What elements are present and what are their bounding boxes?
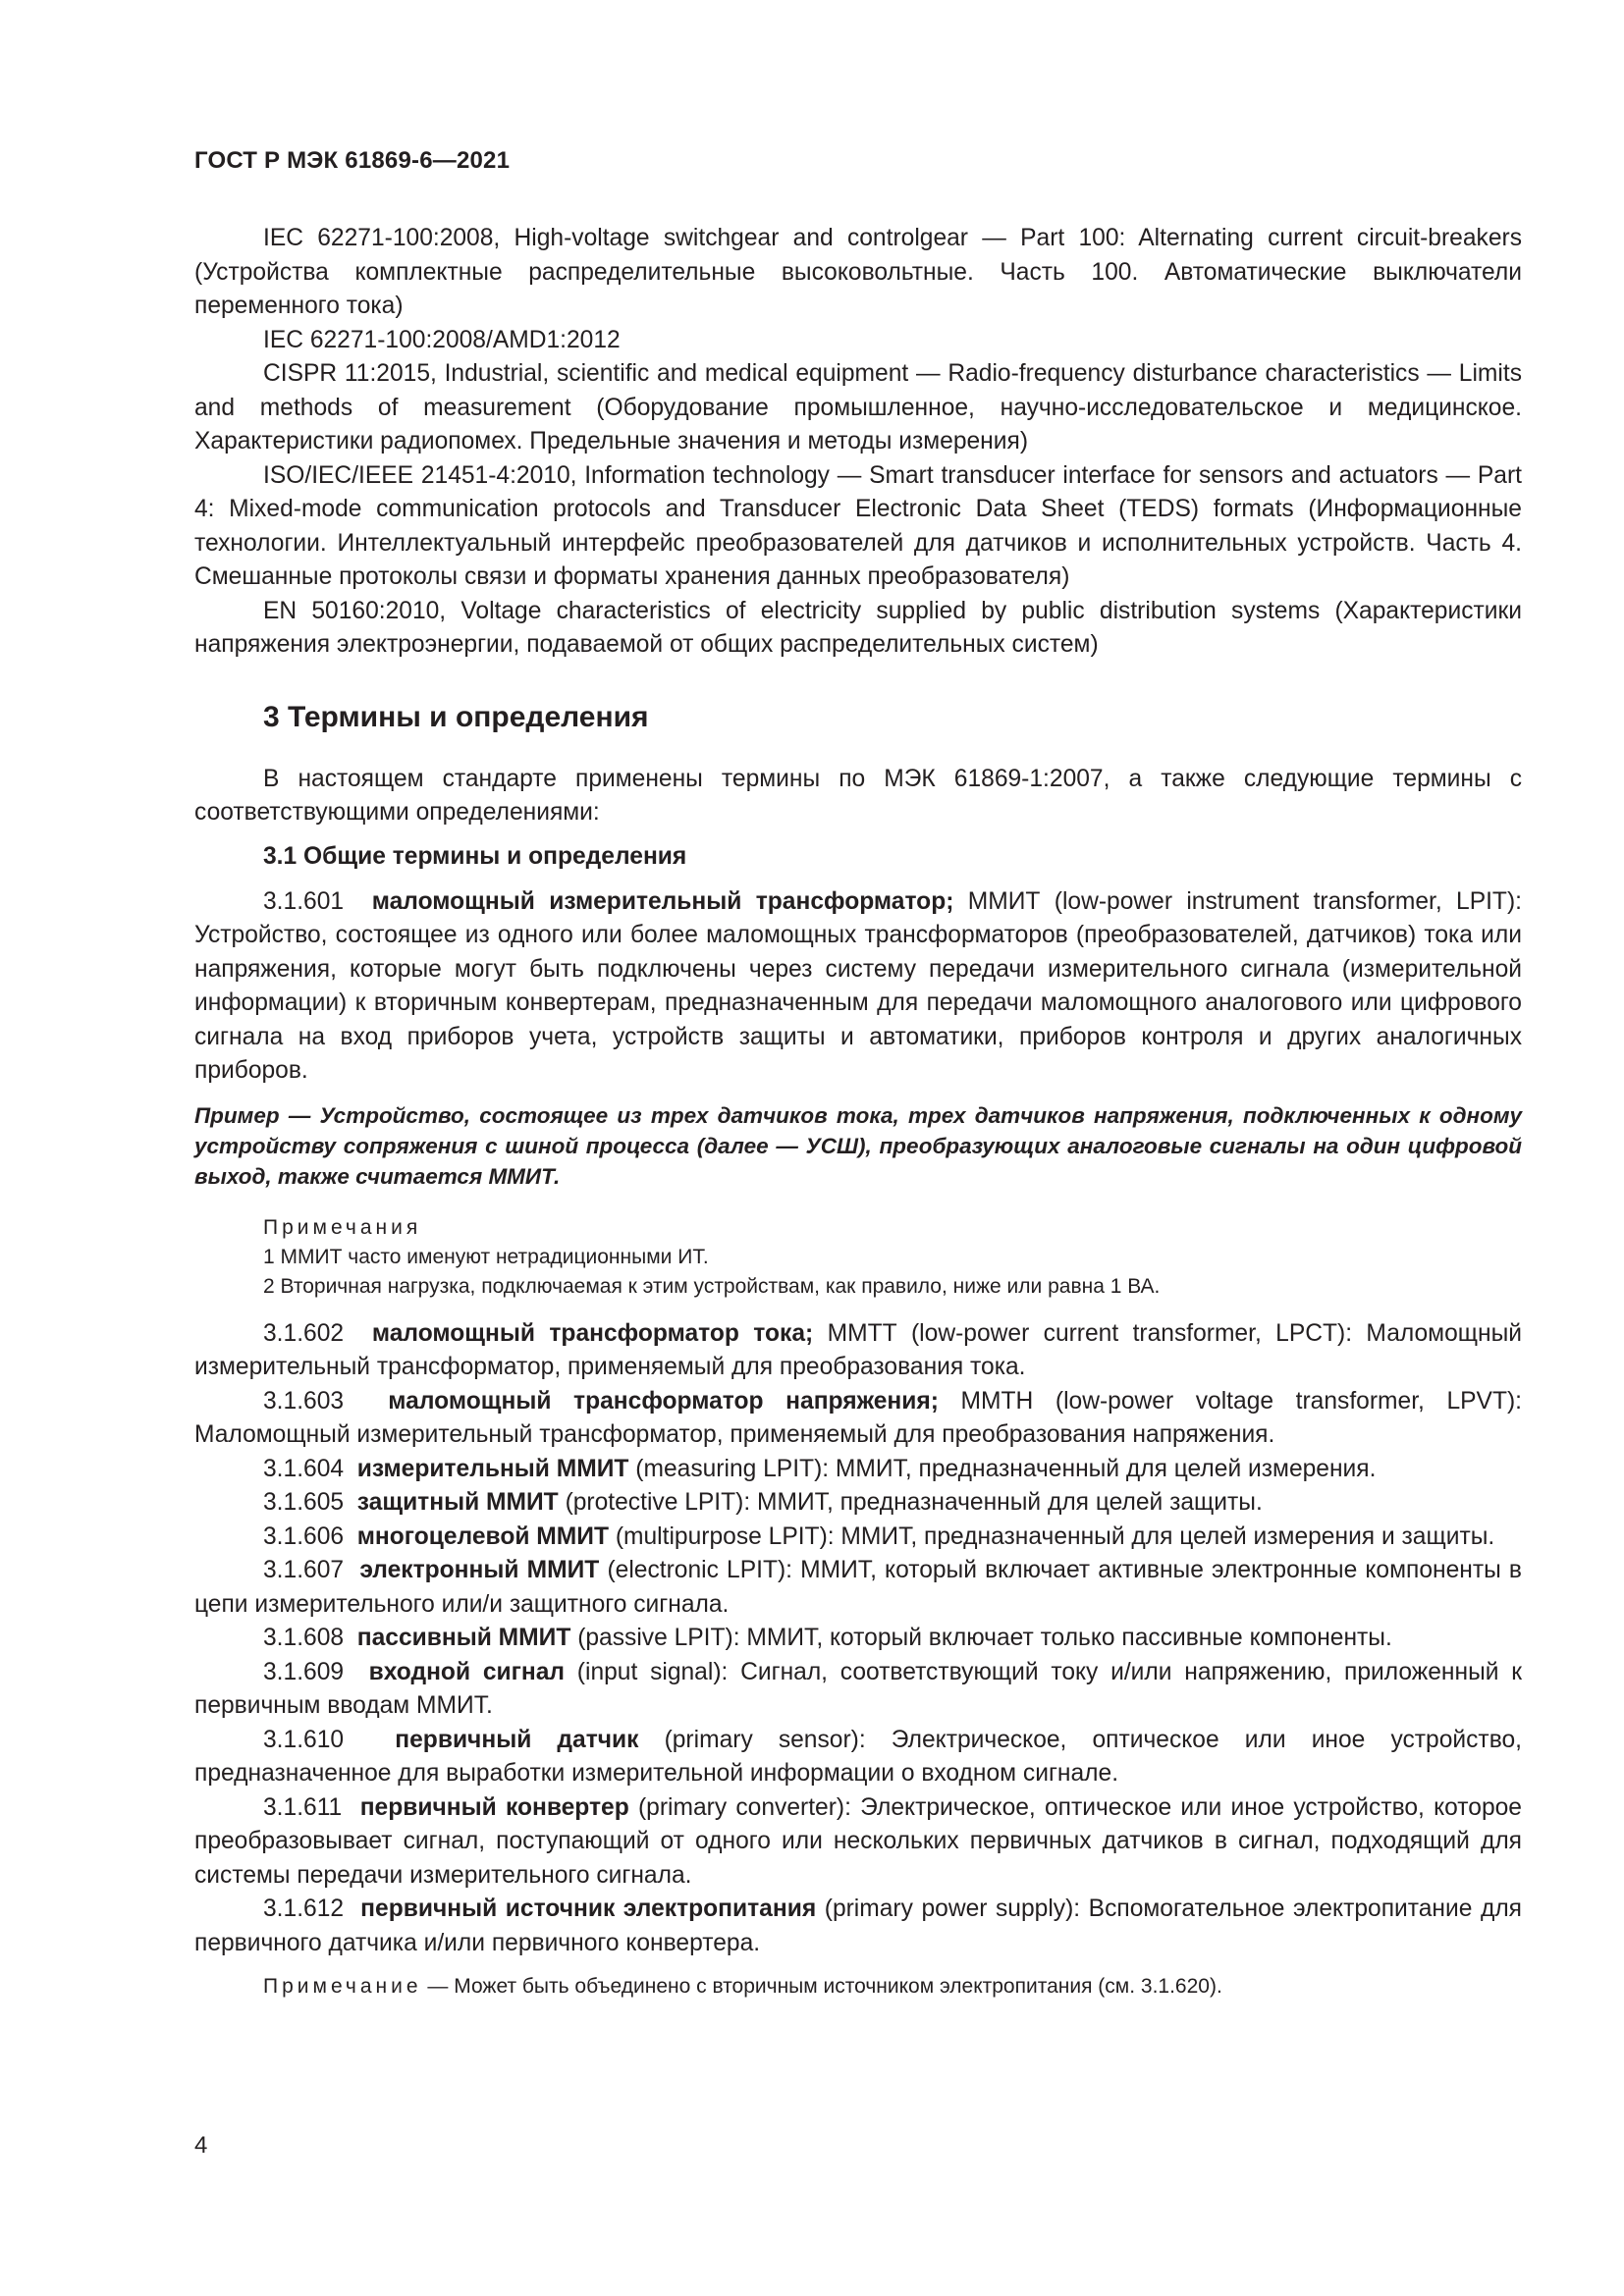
- term-definition: [194, 1453, 1522, 1487]
- note-item: 2 Вторичная нагрузка, подключаемая к этим устройствам, как правило, ниже или равна 1 ВА.: [263, 1274, 1161, 1298]
- term-number: 3.1.605: [263, 1489, 345, 1516]
- term-text: ММТН (low-power voltage transformer, LPVT): Маломощный измерительный трансформатор, применяемый для преобразования напряжения.: [194, 1387, 1522, 1448]
- example-text: Пример — Устройство, состоящее из трех датчиков тока, трех датчиков напряжения, подключенных к одному устройству сопряжения с шиной процесса (далее — УСШ), преобразующих аналоговые сигналы на один цифровой выход, также считается ММИТ.: [194, 1102, 1522, 1189]
- term-number: 3.1.606: [263, 1522, 345, 1550]
- reference-en-50160: EN 50160:2010, Voltage characteristics of electricity supplied by public distribution systems (Характеристики напряжения электроэнергии, подаваемой от общих распределительных систем): [194, 597, 1522, 658]
- term-definition: [194, 1486, 1522, 1521]
- term-name: первичный конвертер: [359, 1793, 629, 1821]
- term-number: 3.1.603: [263, 1387, 345, 1415]
- subsection-heading: 3.1 Общие термины и определения: [263, 842, 687, 870]
- term-name: электронный ММИТ: [359, 1557, 600, 1583]
- final-note: [194, 1972, 1522, 2002]
- term-name: измерительный ММИТ: [356, 1455, 629, 1482]
- term-number: 3.1.610: [263, 1726, 345, 1753]
- term-definition: [194, 1385, 1522, 1453]
- terms-list: [194, 1317, 1522, 1961]
- term-text: (primary converter): Электрическое, оптическое или иное устройство, которое преобразовывает сигнал, поступающий от одного или нескольких первичных датчиков в сигнал, подходящий для системы передачи измерительного сигнала.: [194, 1793, 1522, 1889]
- term-number: 3.1.602: [263, 1319, 345, 1347]
- section-heading: 3 Термины и определения: [263, 700, 649, 733]
- term-text: ММТТ (low-power current transformer, LPCT): Маломощный измерительный трансформатор, применяемый для преобразования тока.: [194, 1319, 1522, 1380]
- term-text: (measuring LPIT): ММИТ, предназначенный для целей измерения.: [635, 1455, 1377, 1482]
- reference-iec-62271: IEC 62271-100:2008, High-voltage switchgear and controlgear — Part 100: Alternating current circuit-breakers (Устройства комплектные распределительные высоковольтные. Часть 100. Автоматические выключатели переменного тока): [194, 225, 1522, 319]
- term-text: (primary sensor): Электрическое, оптическое или иное устройство, предназначенное для выработки измерительной информации о входном сигнале.: [194, 1726, 1522, 1787]
- notes-block: [263, 1213, 1522, 1302]
- term-definition: [194, 1622, 1522, 1656]
- term-name: первичный источник электропитания: [360, 1896, 817, 1922]
- term-text: ММИТ (low-power instrument transformer, LPIT): Устройство, состоящее из одного или более маломощных трансформаторов (преобразователей, датчиков) тока или напряжения, которые могут быть подключены через систему передачи измерительного сигнала (измерительной информации) к вторичным конвертерам, предназначенным для передачи маломощного аналогового или цифрового сигнала на вход приборов учета, устройств защиты и автоматики, приборов контроля и других аналогичных приборов.: [194, 887, 1522, 1084]
- term-definition: [194, 1724, 1522, 1791]
- page-number: 4: [194, 2132, 208, 2159]
- term-text: (primary power supply): Вспомогательное электропитание для первичного датчика и/или первичного конвертера.: [194, 1896, 1523, 1956]
- term-number: 3.1.612: [263, 1896, 345, 1922]
- term-name: многоцелевой ММИТ: [356, 1522, 609, 1550]
- term-number: 3.1.607: [263, 1557, 345, 1583]
- final-note-label: Примечание: [263, 1975, 422, 1998]
- reference-iec-62271-amd: IEC 62271-100:2008/AMD1:2012: [263, 326, 621, 353]
- note-item: 1 ММИТ часто именуют нетрадиционными ИТ.: [263, 1245, 709, 1268]
- reference-cispr-11: CISPR 11:2015, Industrial, scientific and medical equipment — Radio-frequency disturbance characteristics — Limits and methods of measurement (Оборудование промышленное, научно-исследовательское и медицинское. Характеристики радиопомех. Предельные значения и методы измерения): [194, 360, 1522, 454]
- term-definition: [194, 885, 1522, 1089]
- term-definition: [194, 1554, 1522, 1622]
- term-name: маломощный трансформатор тока;: [371, 1319, 814, 1347]
- term-definition: [194, 1893, 1522, 1960]
- document-header: ГОСТ Р МЭК 61869-6—2021: [194, 147, 511, 174]
- term-text: (input signal): Сигнал, соответствующий току и/или напряжению, приложенный к первичным вводам ММИТ.: [194, 1658, 1523, 1719]
- term-definition: [194, 1521, 1522, 1555]
- document-body: [194, 222, 1522, 2002]
- term-definition: [194, 1317, 1522, 1385]
- term-text: (electronic LPIT): ММИТ, который включает активные электронные компоненты в цепи измерительного или/и защитного сигнала.: [194, 1557, 1522, 1618]
- notes-title: Примечания: [263, 1215, 422, 1239]
- term-text: (protective LPIT): ММИТ, предназначенный для целей защиты.: [565, 1489, 1263, 1516]
- term-number: 3.1.601: [263, 887, 345, 915]
- term-number: 3.1.609: [263, 1658, 345, 1685]
- term-name: первичный датчик: [395, 1726, 639, 1753]
- term-name: защитный ММИТ: [356, 1489, 559, 1516]
- term-definition: [194, 1656, 1522, 1724]
- term-number: 3.1.611: [263, 1793, 343, 1821]
- term-name: пассивный ММИТ: [356, 1625, 571, 1651]
- term-text: (passive LPIT): ММИТ, который включает только пассивные компоненты.: [577, 1625, 1392, 1651]
- term-number: 3.1.604: [263, 1455, 345, 1482]
- section-intro: В настоящем стандарте применены термины по МЭК 61869-1:2007, а также следующие термины с соответствующими определениями:: [194, 765, 1522, 826]
- term-name: маломощный трансформатор напряжения;: [388, 1387, 939, 1415]
- term-name: входной сигнал: [368, 1658, 566, 1685]
- final-note-text: — Может быть объединено с вторичным источником электропитания (см. 3.1.620).: [427, 1975, 1222, 1998]
- term-text: (multipurpose LPIT): ММИТ, предназначенный для целей измерения и защиты.: [615, 1522, 1495, 1550]
- reference-iso-21451: ISO/IEC/IEEE 21451-4:2010, Information technology — Smart transducer interface for sensors and actuators — Part 4: Mixed-mode communication protocols and Transducer Electronic Data Sheet (TEDS) formats (Информационные технологии. Интеллектуальный интерфейс преобразователей для датчиков и исполнительных устройств. Часть 4. Смешанные протоколы связи и форматы хранения данных преобразователя): [194, 461, 1522, 590]
- term-name: маломощный измерительный трансформатор;: [371, 887, 954, 915]
- term-number: 3.1.608: [263, 1625, 345, 1651]
- term-definition: [194, 1791, 1522, 1894]
